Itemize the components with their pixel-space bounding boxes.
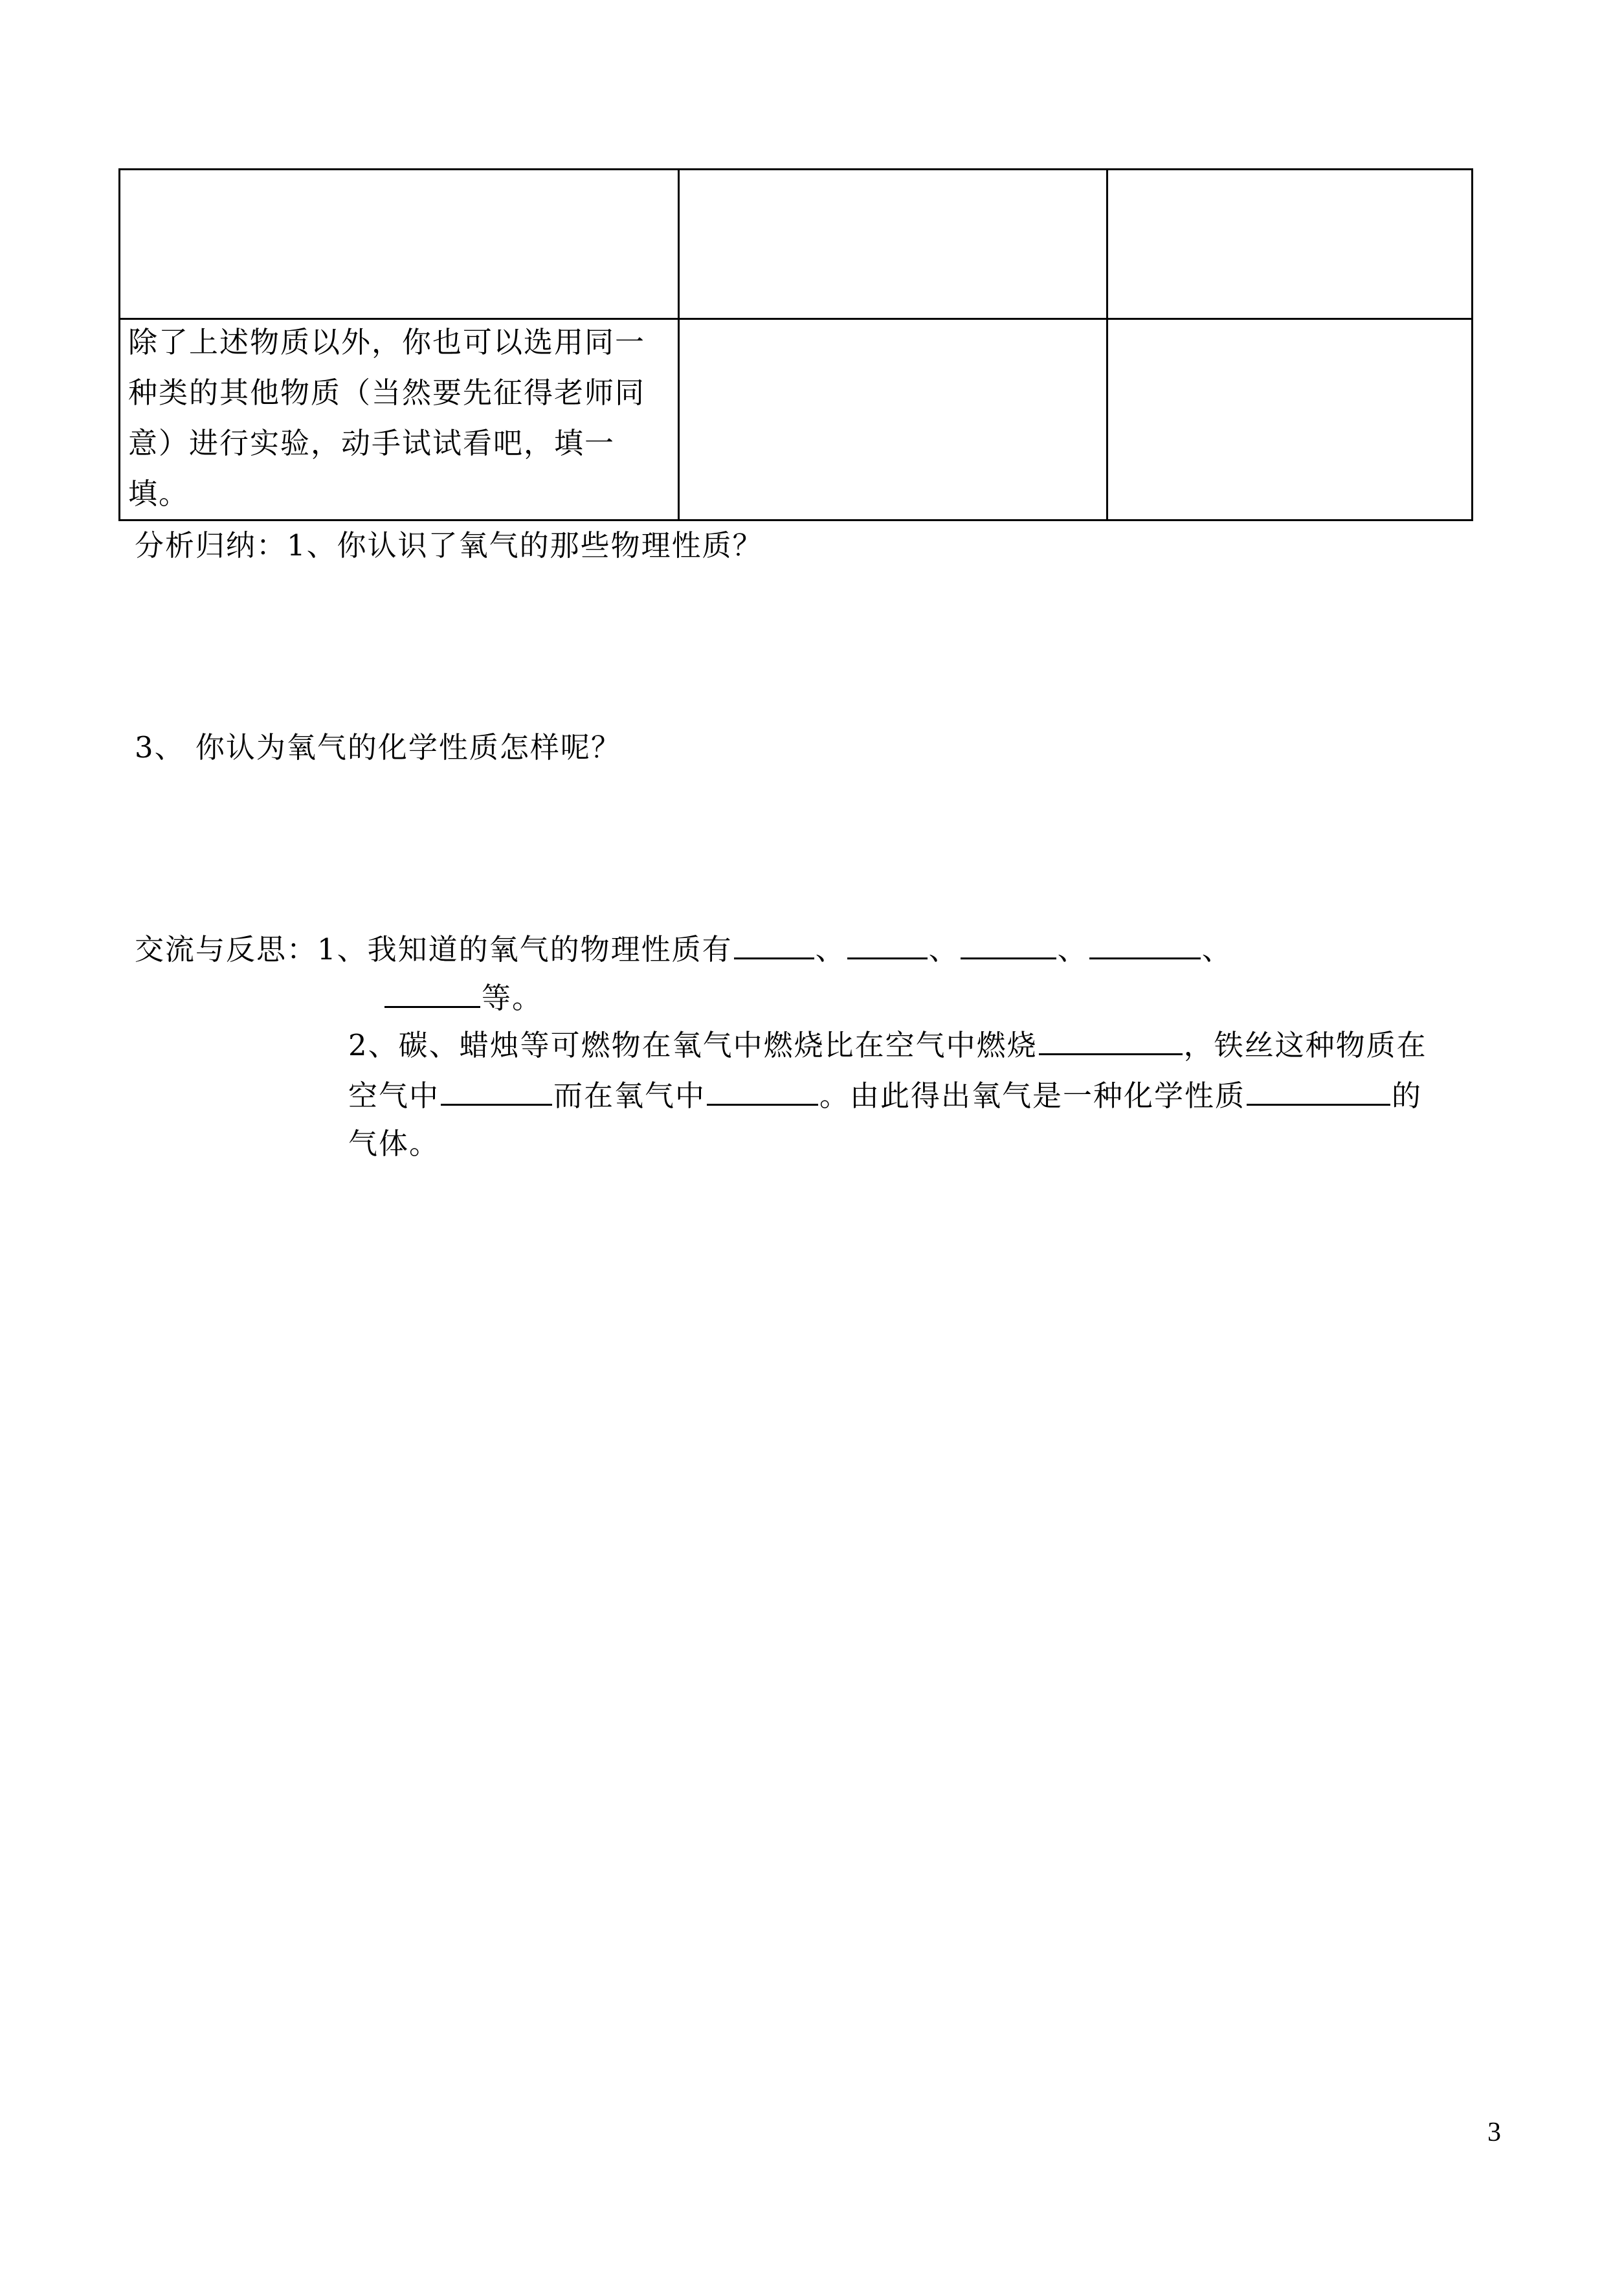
line3-text-a: 2、碳、蜡烛等可燃物在氧气中燃烧比在空气中燃烧: [348, 1028, 1038, 1062]
line2-end: 等。: [482, 981, 543, 1015]
blank-field[interactable]: [847, 932, 928, 959]
reflection-lead: 交流与反思：1、我知道的氧气的物理性质有: [135, 932, 733, 967]
table-cell: [120, 319, 679, 520]
line4-text-b: 而在氧气中: [553, 1079, 706, 1113]
experiment-table: [118, 168, 1473, 521]
reflection-line-4: [348, 1072, 1422, 1114]
blank-field[interactable]: [1089, 932, 1201, 959]
separator: 、: [1201, 932, 1232, 967]
line4-text-d: 的: [1392, 1079, 1423, 1113]
reflection-line-2: [383, 974, 542, 1016]
blank-field[interactable]: [1039, 1027, 1183, 1055]
blank-field[interactable]: [441, 1078, 552, 1106]
blank-field[interactable]: [1247, 1078, 1390, 1106]
reflection-line-5: 气体。: [348, 1126, 440, 1161]
analysis-question-3: 3、 你认为氧气的化学性质怎样呢？: [135, 730, 621, 765]
table-cell[interactable]: [679, 170, 1107, 319]
analysis-question-1: 分析归纳：1、你认识了氧气的那些物理性质？: [135, 528, 763, 563]
table-row: [120, 170, 1473, 319]
blank-field[interactable]: [734, 932, 814, 959]
separator: 、: [815, 932, 846, 967]
line4-text-c: 。由此得出氧气是一种化学性质: [819, 1079, 1246, 1113]
line4-text-a: 空气中: [348, 1079, 440, 1113]
table-cell[interactable]: [120, 170, 679, 319]
reflection-line-3: [348, 1022, 1427, 1064]
blank-field[interactable]: [384, 980, 480, 1008]
reflection-line-1: [135, 926, 1232, 968]
table-cell[interactable]: [1107, 319, 1473, 520]
table-row: [120, 319, 1473, 520]
line3-text-b: ，铁丝这种物质在: [1183, 1028, 1427, 1062]
page-number: 3: [1487, 2118, 1501, 2147]
separator: 、: [928, 932, 959, 967]
table-cell[interactable]: [1107, 170, 1473, 319]
blank-field[interactable]: [961, 932, 1056, 959]
table-cell[interactable]: [679, 319, 1107, 520]
other-substance-instruction: 除了上述物质以外，你也可以选用同一种类的其他物质（当然要先征得老师同意）进行实验，动手试试看吧，填一填。: [128, 325, 646, 511]
blank-field[interactable]: [707, 1078, 818, 1106]
separator: 、: [1057, 932, 1088, 967]
